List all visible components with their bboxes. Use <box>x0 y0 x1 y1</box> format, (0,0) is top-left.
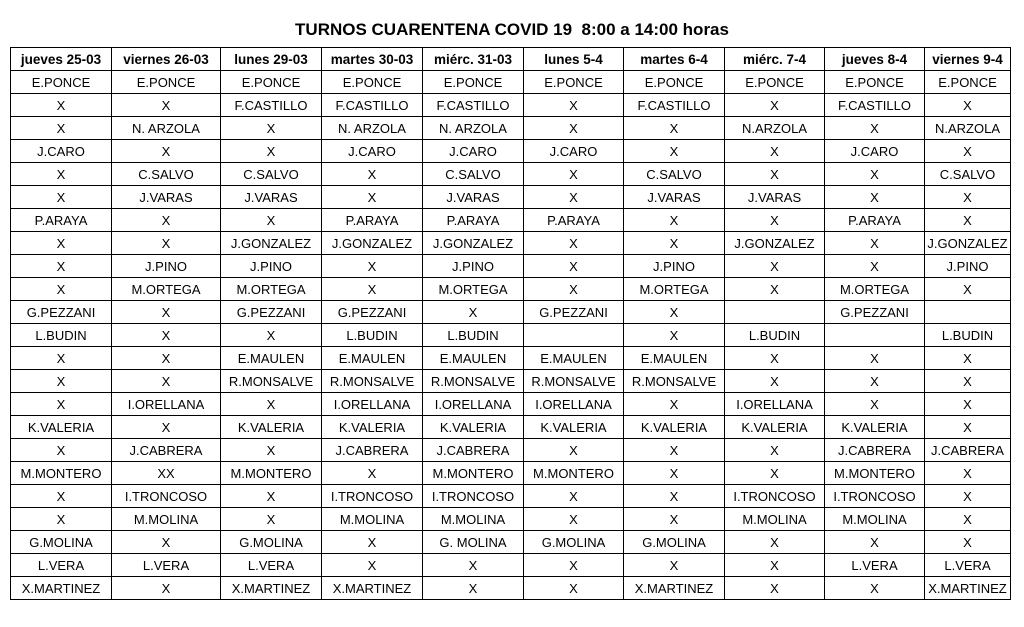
table-cell: E.PONCE <box>925 71 1011 94</box>
table-cell: E.PONCE <box>322 71 423 94</box>
table-cell: J.VARAS <box>624 186 725 209</box>
column-header: lunes 5-4 <box>524 48 624 71</box>
column-header: lunes 29-03 <box>221 48 322 71</box>
table-cell: J.CARO <box>322 140 423 163</box>
table-cell: M.ORTEGA <box>423 278 524 301</box>
table-cell: I.ORELLANA <box>112 393 221 416</box>
table-cell: G. MOLINA <box>423 531 524 554</box>
table-cell: X <box>624 209 725 232</box>
table-cell: X <box>524 163 624 186</box>
table-cell: X <box>11 393 112 416</box>
table-cell: X.MARTINEZ <box>322 577 423 600</box>
table-cell: X <box>524 554 624 577</box>
table-cell: X <box>725 94 825 117</box>
table-cell: L.BUDIN <box>423 324 524 347</box>
table-cell: X <box>11 186 112 209</box>
table-cell: X <box>11 485 112 508</box>
table-cell: X <box>725 577 825 600</box>
table-cell: X <box>825 186 925 209</box>
table-cell: M.ORTEGA <box>825 278 925 301</box>
table-row <box>11 531 1011 554</box>
table-cell: E.PONCE <box>825 71 925 94</box>
table-cell: G.PEZZANI <box>11 301 112 324</box>
table-cell: F.CASTILLO <box>825 94 925 117</box>
table-cell: G.PEZZANI <box>322 301 423 324</box>
table-cell: E.PONCE <box>524 71 624 94</box>
table-cell: X <box>725 140 825 163</box>
table-cell: J.PINO <box>423 255 524 278</box>
table-cell: X <box>624 301 725 324</box>
table-row <box>11 324 1011 347</box>
table-cell <box>825 324 925 347</box>
table-cell: G.MOLINA <box>624 531 725 554</box>
column-header: miérc. 7-4 <box>725 48 825 71</box>
table-cell: X <box>524 232 624 255</box>
table-cell: I.TRONCOSO <box>112 485 221 508</box>
table-cell: X <box>423 554 524 577</box>
table-cell: X.MARTINEZ <box>925 577 1011 600</box>
table-cell: F.CASTILLO <box>221 94 322 117</box>
table-cell: M.MONTERO <box>524 462 624 485</box>
table-cell: N. ARZOLA <box>423 117 524 140</box>
table-cell: X <box>221 209 322 232</box>
table-cell: J.GONZALEZ <box>925 232 1011 255</box>
table-row <box>11 255 1011 278</box>
table-cell: C.SALVO <box>925 163 1011 186</box>
table-cell: G.PEZZANI <box>221 301 322 324</box>
table-cell: J.PINO <box>624 255 725 278</box>
table-cell: L.VERA <box>221 554 322 577</box>
table-cell: XX <box>112 462 221 485</box>
table-cell: L.BUDIN <box>925 324 1011 347</box>
table-cell: X <box>221 439 322 462</box>
table-cell: X <box>624 117 725 140</box>
table-cell: M.ORTEGA <box>221 278 322 301</box>
table-cell: X <box>825 232 925 255</box>
table-cell: X <box>725 531 825 554</box>
table-cell: J.CABRERA <box>925 439 1011 462</box>
table-cell: X <box>524 186 624 209</box>
table-cell: K.VALERIA <box>322 416 423 439</box>
table-cell: X <box>322 163 423 186</box>
table-cell: M.MOLINA <box>423 508 524 531</box>
table-row <box>11 577 1011 600</box>
table-cell: X <box>221 140 322 163</box>
table-row <box>11 347 1011 370</box>
table-cell: X <box>725 163 825 186</box>
table-cell: X <box>322 255 423 278</box>
table-cell: M.MOLINA <box>112 508 221 531</box>
table-cell: E.MAULEN <box>221 347 322 370</box>
table-row <box>11 554 1011 577</box>
table-cell: M.MONTERO <box>825 462 925 485</box>
column-header: martes 30-03 <box>322 48 423 71</box>
table-cell: X <box>112 370 221 393</box>
table-cell: X <box>524 508 624 531</box>
table-cell: X <box>725 278 825 301</box>
table-cell: E.PONCE <box>725 71 825 94</box>
table-cell: X <box>524 577 624 600</box>
table-cell: X <box>624 140 725 163</box>
table-cell: J.VARAS <box>112 186 221 209</box>
table-cell: L.VERA <box>825 554 925 577</box>
header-row <box>11 48 1011 71</box>
table-cell: X <box>624 508 725 531</box>
table-cell: G.MOLINA <box>524 531 624 554</box>
table-cell: I.TRONCOSO <box>725 485 825 508</box>
table-cell: X <box>524 278 624 301</box>
table-body <box>11 71 1011 600</box>
table-cell: X <box>322 186 423 209</box>
table-cell: M.ORTEGA <box>112 278 221 301</box>
table-cell: J.CARO <box>11 140 112 163</box>
table-cell: N.ARZOLA <box>925 117 1011 140</box>
table-cell <box>524 324 624 347</box>
table-cell: L.BUDIN <box>725 324 825 347</box>
table-cell: P.ARAYA <box>322 209 423 232</box>
table-cell: I.ORELLANA <box>423 393 524 416</box>
table-cell: X <box>825 117 925 140</box>
table-cell: J.GONZALEZ <box>423 232 524 255</box>
table-cell: X <box>624 485 725 508</box>
table-cell: N.ARZOLA <box>725 117 825 140</box>
table-cell: J.CABRERA <box>112 439 221 462</box>
table-cell: X <box>725 439 825 462</box>
page-title: TURNOS CUARENTENA COVID 19 8:00 a 14:00 horas <box>295 20 729 39</box>
table-cell: X <box>725 209 825 232</box>
table-cell: X <box>112 347 221 370</box>
table-cell: C.SALVO <box>423 163 524 186</box>
table-cell: M.MONTERO <box>11 462 112 485</box>
table-cell: X <box>112 577 221 600</box>
table-cell: E.PONCE <box>624 71 725 94</box>
table-cell: K.VALERIA <box>524 416 624 439</box>
table-cell: X <box>925 393 1011 416</box>
table-cell: X <box>11 94 112 117</box>
table-cell: X <box>112 301 221 324</box>
table-row <box>11 508 1011 531</box>
table-cell: L.BUDIN <box>11 324 112 347</box>
table-cell: J.VARAS <box>221 186 322 209</box>
table-cell: M.MOLINA <box>322 508 423 531</box>
table-cell: X <box>11 255 112 278</box>
table-cell: X <box>11 508 112 531</box>
table-cell: X <box>825 163 925 186</box>
table-cell: E.MAULEN <box>322 347 423 370</box>
table-cell: X <box>11 370 112 393</box>
table-cell: I.TRONCOSO <box>825 485 925 508</box>
table-cell: M.ORTEGA <box>624 278 725 301</box>
table-cell: K.VALERIA <box>725 416 825 439</box>
table-row <box>11 71 1011 94</box>
table-cell: X <box>524 117 624 140</box>
table-cell: G.MOLINA <box>221 531 322 554</box>
table-cell: J.GONZALEZ <box>322 232 423 255</box>
table-cell: X <box>825 255 925 278</box>
table-cell: C.SALVO <box>221 163 322 186</box>
table-cell: R.MONSALVE <box>322 370 423 393</box>
table-cell: J.CARO <box>825 140 925 163</box>
table-cell: X <box>624 324 725 347</box>
table-row <box>11 278 1011 301</box>
table-cell: X <box>112 140 221 163</box>
table-cell: X <box>524 485 624 508</box>
table-row <box>11 370 1011 393</box>
column-header: jueves 25-03 <box>11 48 112 71</box>
table-cell: X <box>725 462 825 485</box>
table-cell: E.PONCE <box>112 71 221 94</box>
column-header: jueves 8-4 <box>825 48 925 71</box>
table-row <box>11 416 1011 439</box>
table-row <box>11 163 1011 186</box>
table-cell: X.MARTINEZ <box>624 577 725 600</box>
table-cell: L.BUDIN <box>322 324 423 347</box>
table-row <box>11 462 1011 485</box>
table-row <box>11 439 1011 462</box>
shift-table <box>10 47 1011 600</box>
table-row <box>11 140 1011 163</box>
table-cell: X <box>112 324 221 347</box>
table-cell: X <box>925 416 1011 439</box>
table-cell: F.CASTILLO <box>322 94 423 117</box>
table-cell: X <box>112 416 221 439</box>
table-cell: X <box>624 439 725 462</box>
table-cell: X <box>925 347 1011 370</box>
table-row <box>11 209 1011 232</box>
table-cell: E.PONCE <box>11 71 112 94</box>
table-cell: X <box>624 462 725 485</box>
table-cell: X <box>112 94 221 117</box>
table-cell: X <box>925 94 1011 117</box>
table-cell: E.PONCE <box>423 71 524 94</box>
table-cell: X <box>825 393 925 416</box>
table-cell: N. ARZOLA <box>322 117 423 140</box>
table-cell: X <box>112 209 221 232</box>
table-cell: E.PONCE <box>221 71 322 94</box>
table-cell: X <box>725 347 825 370</box>
table-cell: X <box>423 577 524 600</box>
table-cell: R.MONSALVE <box>624 370 725 393</box>
table-row <box>11 186 1011 209</box>
table-cell: J.PINO <box>221 255 322 278</box>
table-cell: J.PINO <box>925 255 1011 278</box>
table-cell: M.MONTERO <box>423 462 524 485</box>
table-cell: X <box>524 94 624 117</box>
table-cell: X <box>11 347 112 370</box>
table-cell: J.CARO <box>423 140 524 163</box>
table-cell: J.VARAS <box>725 186 825 209</box>
table-cell: K.VALERIA <box>825 416 925 439</box>
table-cell: X <box>925 209 1011 232</box>
table-cell: J.CABRERA <box>322 439 423 462</box>
column-header: viernes 26-03 <box>112 48 221 71</box>
table-cell: X <box>423 301 524 324</box>
table-cell: X <box>925 370 1011 393</box>
table-cell: X <box>524 255 624 278</box>
table-cell: R.MONSALVE <box>221 370 322 393</box>
table-cell: X <box>11 278 112 301</box>
table-cell: K.VALERIA <box>624 416 725 439</box>
table-cell: I.ORELLANA <box>524 393 624 416</box>
table-cell: C.SALVO <box>624 163 725 186</box>
table-cell: E.MAULEN <box>423 347 524 370</box>
table-cell: P.ARAYA <box>524 209 624 232</box>
table-cell: R.MONSALVE <box>524 370 624 393</box>
table-cell: X.MARTINEZ <box>221 577 322 600</box>
table-cell <box>925 301 1011 324</box>
column-header: miérc. 31-03 <box>423 48 524 71</box>
table-cell: X <box>825 347 925 370</box>
table-cell: X <box>11 232 112 255</box>
table-cell: X <box>11 163 112 186</box>
table-row <box>11 117 1011 140</box>
table-cell <box>725 301 825 324</box>
column-header: viernes 9-4 <box>925 48 1011 71</box>
table-row <box>11 232 1011 255</box>
table-cell: P.ARAYA <box>423 209 524 232</box>
table-cell: L.VERA <box>112 554 221 577</box>
table-cell: X <box>112 531 221 554</box>
table-cell: I.TRONCOSO <box>423 485 524 508</box>
table-cell: X <box>624 393 725 416</box>
table-cell: F.CASTILLO <box>624 94 725 117</box>
table-cell: P.ARAYA <box>11 209 112 232</box>
column-header: martes 6-4 <box>624 48 725 71</box>
table-cell: X <box>524 439 624 462</box>
table-cell: X <box>925 462 1011 485</box>
table-cell: J.CABRERA <box>825 439 925 462</box>
table-cell: M.MOLINA <box>725 508 825 531</box>
table-cell: L.VERA <box>925 554 1011 577</box>
table-row <box>11 94 1011 117</box>
table-cell: L.VERA <box>11 554 112 577</box>
table-cell: K.VALERIA <box>423 416 524 439</box>
table-cell: G.PEZZANI <box>524 301 624 324</box>
table-cell: E.MAULEN <box>624 347 725 370</box>
table-cell: X <box>322 554 423 577</box>
table-cell: X <box>221 324 322 347</box>
table-row <box>11 485 1011 508</box>
table-cell: K.VALERIA <box>11 416 112 439</box>
table-cell: X <box>725 370 825 393</box>
table-cell: J.VARAS <box>423 186 524 209</box>
table-cell: X <box>925 140 1011 163</box>
table-cell: N. ARZOLA <box>112 117 221 140</box>
table-cell: X <box>825 531 925 554</box>
table-cell: J.CARO <box>524 140 624 163</box>
table-cell: X <box>925 485 1011 508</box>
table-cell: X <box>825 577 925 600</box>
table-cell: X <box>112 232 221 255</box>
table-cell: I.ORELLANA <box>725 393 825 416</box>
table-cell: X <box>221 117 322 140</box>
table-cell: J.PINO <box>112 255 221 278</box>
table-row <box>11 393 1011 416</box>
table-cell: X <box>925 508 1011 531</box>
table-cell: X <box>11 117 112 140</box>
table-cell: J.GONZALEZ <box>725 232 825 255</box>
table-cell: G.PEZZANI <box>825 301 925 324</box>
table-cell: X <box>221 508 322 531</box>
table-cell: J.GONZALEZ <box>221 232 322 255</box>
table-cell: M.MOLINA <box>825 508 925 531</box>
table-cell: X <box>725 255 825 278</box>
table-cell: C.SALVO <box>112 163 221 186</box>
table-cell: X <box>925 278 1011 301</box>
table-cell: P.ARAYA <box>825 209 925 232</box>
table-cell: X <box>925 186 1011 209</box>
table-cell: X <box>322 462 423 485</box>
table-cell: X <box>322 278 423 301</box>
table-cell: J.CABRERA <box>423 439 524 462</box>
table-cell: R.MONSALVE <box>423 370 524 393</box>
table-cell: X.MARTINEZ <box>11 577 112 600</box>
table-cell: X <box>221 485 322 508</box>
table-cell: X <box>624 232 725 255</box>
table-cell: K.VALERIA <box>221 416 322 439</box>
table-cell: E.MAULEN <box>524 347 624 370</box>
table-cell: X <box>725 554 825 577</box>
table-cell: I.TRONCOSO <box>322 485 423 508</box>
table-cell: X <box>221 393 322 416</box>
table-cell: X <box>624 554 725 577</box>
table-cell: X <box>322 531 423 554</box>
table-cell: G.MOLINA <box>11 531 112 554</box>
table-cell: F.CASTILLO <box>423 94 524 117</box>
table-row <box>11 301 1011 324</box>
table-cell: M.MONTERO <box>221 462 322 485</box>
table-cell: X <box>11 439 112 462</box>
table-cell: X <box>925 531 1011 554</box>
table-cell: X <box>825 370 925 393</box>
table-cell: I.ORELLANA <box>322 393 423 416</box>
